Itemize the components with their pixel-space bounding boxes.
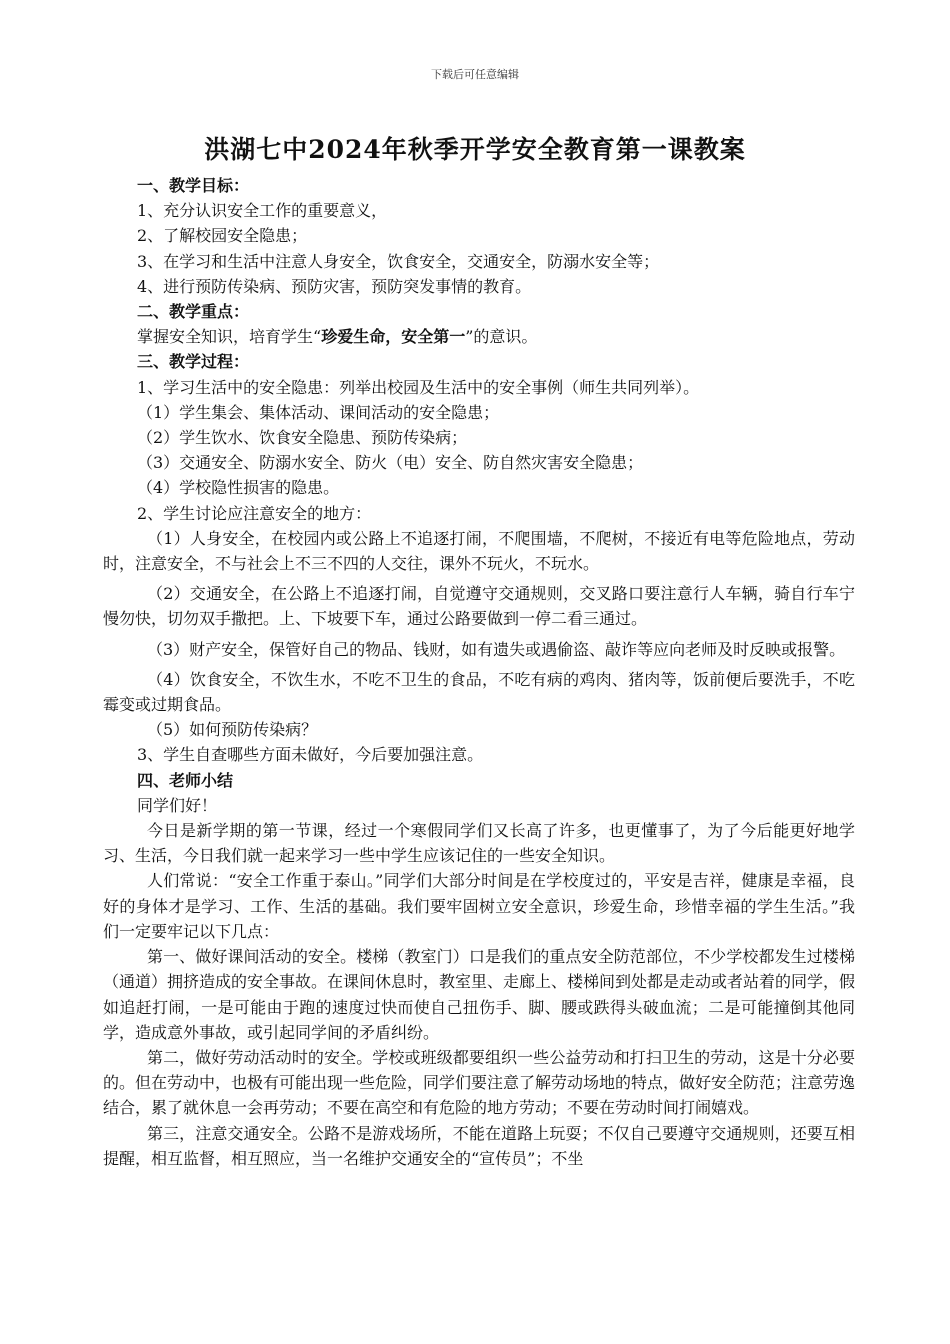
discussion-item: （2）交通安全，在公路上不追逐打闹，自觉遵守交通规则，交叉路口要注意行人车辆，骑自行车宁慢勿快，切勿双手撒把。上、下坡要下车，通过公路要做到一停二看三通过。 — [103, 584, 855, 629]
section-heading: 四、老师小结 — [137, 770, 234, 790]
document-body — [103, 173, 855, 1171]
objective-item: 2、了解校园安全隐患； — [137, 226, 308, 246]
objective-item: 4、进行预防传染病、预防灾害，预防突发事情的教育。 — [137, 276, 532, 296]
process-step: 1、学习生活中的安全隐患：列举出校园及生活中的安全事例（师生共同列举）。 — [137, 377, 700, 397]
discussion-item: （4）饮食安全，不饮生水，不吃不卫生的食品，不吃有病的鸡肉、猪肉等，饭前便后要洗手，不吃霉变或过期食品。 — [103, 669, 855, 715]
summary-paragraph: 人们常说：“安全工作重于泰山。”同学们大部分时间是在学校度过的，平安是吉祥，健康是幸福，良好的身体才是学习、工作、生活的基础。我们要牢固树立安全意识，珍爱生命，珍惜幸福的学生生活。”我们一定要牢记以下几点： — [103, 871, 855, 941]
key-point-prefix: 掌握安全知识，培育学生“ — [137, 327, 322, 347]
process-subitem: （1）学生集会、集体活动、课间活动的安全隐患； — [137, 402, 500, 422]
key-point-suffix: ”的意识。 — [465, 327, 538, 347]
summary-paragraph: 第二，做好劳动活动时的安全。学校或班级都要组织一些公益劳动和打扫卫生的劳动，这是十分必要的。但在劳动中，也极有可能出现一些危险，同学们要注意了解劳动场地的特点，做好安全防范；注意劳逸结合，累了就休息一会再劳动；不要在高空和有危险的地方劳动；不要在劳动时间打闹嬉戏。 — [103, 1047, 856, 1118]
greeting: 同学们好！ — [137, 795, 218, 815]
discussion-item: （5）如何预防传染病？ — [147, 720, 318, 740]
document-title: 洪湖七中2024年秋季开学安全教育第一课教案 — [204, 135, 746, 164]
section-heading: 一、教学目标： — [137, 176, 250, 195]
summary-paragraph: 第一、做好课间活动的安全。楼梯（教室门）口是我们的重点安全防范部位，不少学校都发生过楼梯（通道）拥挤造成的安全事故。在课间休息时，教室里、走廊上、楼梯间到处都是走动或者站着的同学，假如追赶打闹，一是可能由于跑的速度过快而使自己扭伤手、脚、腰或跌得头破血流；二是可能撞倒其他同学，造成意外事故，或引起同学间的矛盾纠纷。 — [103, 947, 856, 1042]
process-step: 2、学生讨论应注意安全的地方： — [137, 503, 372, 523]
discussion-item: （1）人身安全，在校园内或公路上不追逐打闹，不爬围墙，不爬树，不接近有电等危险地点，劳动时，注意安全，不与社会上不三不四的人交往，课外不玩火，不玩水。 — [103, 528, 855, 574]
section-heading: 三、教学过程： — [137, 352, 250, 372]
key-point-text — [103, 324, 855, 349]
objective-item: 3、在学习和生活中注意人身安全，饮食安全，交通安全，防溺水安全等； — [137, 251, 660, 271]
summary-paragraph: 第三，注意交通安全。公路不是游戏场所，不能在道路上玩耍；不仅自己要遵守交通规则，还要互相提醒，相互监督，相互照应，当一名维护交通安全的“宣传员”；不坐 — [103, 1123, 855, 1168]
process-subitem: （3）交通安全、防溺水安全、防火（电）安全、防自然灾害安全隐患； — [137, 453, 644, 473]
header-note: 下载后可任意编辑 — [431, 68, 519, 81]
objective-item: 1、充分认识安全工作的重要意义， — [137, 201, 388, 221]
section-heading: 二、教学重点： — [137, 302, 250, 322]
summary-paragraph: 今日是新学期的第一节课，经过一个寒假同学们又长高了许多，也更懂事了，为了今后能更好地学习、生活，今日我们就一起来学习一些中学生应该记住的一些安全知识。 — [103, 821, 855, 866]
process-subitem: （4）学校隐性损害的隐患。 — [137, 478, 340, 498]
process-step: 3、学生自查哪些方面未做好，今后要加强注意。 — [137, 745, 484, 765]
discussion-item: （3）财产安全，保管好自己的物品、钱财，如有遗失或遇偷盗、敲诈等应向老师及时反映或报警。 — [147, 639, 846, 659]
key-point-emphasis: 珍爱生命，安全第一 — [321, 327, 466, 347]
process-subitem: （2）学生饮水、饮食安全隐患、预防传染病； — [137, 428, 468, 448]
